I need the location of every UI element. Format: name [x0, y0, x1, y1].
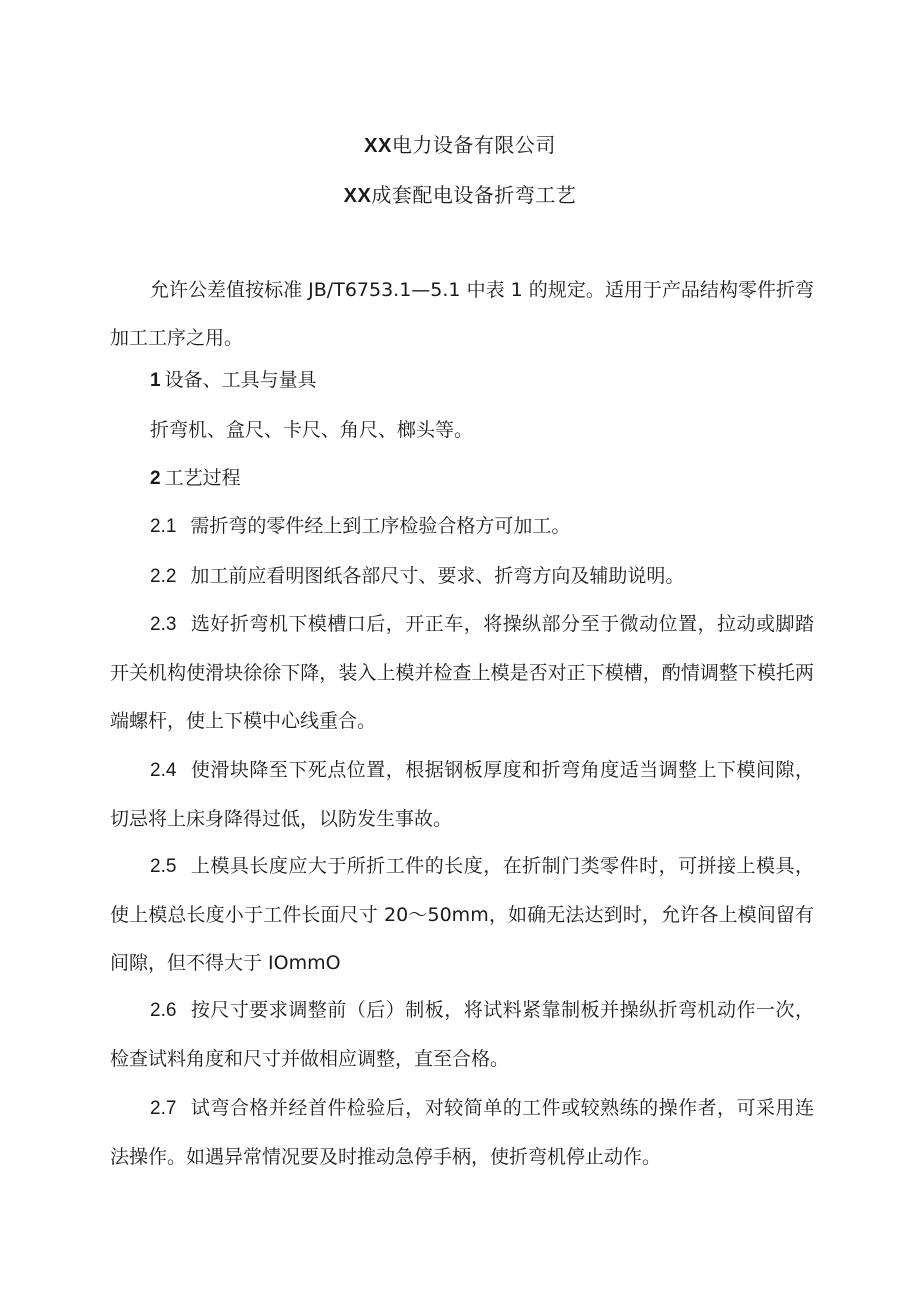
step-2-3	[110, 600, 814, 745]
section-1-title: 设备、工具与量具	[164, 369, 317, 391]
step-number: 2.4	[150, 760, 177, 781]
section-2-title: 工艺过程	[164, 467, 241, 489]
step-text: 使滑块降至下死点位置，根据钢板厚度和折弯角度适当调整上下模间隙，切忌将上床身降得过低，以防发生事故。	[110, 759, 814, 830]
section-1-number: 1	[150, 370, 161, 391]
company-prefix: XX	[364, 135, 392, 157]
section-1-heading	[150, 368, 317, 393]
step-number: 2.6	[150, 1000, 177, 1021]
document-title	[0, 183, 920, 208]
section-2-heading	[150, 466, 241, 491]
step-number: 2.5	[150, 856, 177, 877]
step-2-7	[110, 1084, 814, 1181]
company-title	[0, 133, 920, 158]
step-text: 上模具长度应大于所折工件的长度，在折制门类零件时，可拼接上模具，使上模总长度小于工件长面尺寸 20～50mm，如确无法达到时，允许各上模间留有间隙，但不得大于 IOmmO	[110, 855, 814, 974]
step-number: 2.7	[150, 1098, 177, 1119]
step-text: 加工前应看明图纸各部尺寸、要求、折弯方向及辅助说明。	[190, 565, 685, 587]
step-text: 需折弯的零件经上到工序检验合格方可加工。	[190, 515, 571, 537]
step-text: 试弯合格并经首件检验后，对较简单的工件或较熟练的操作者，可采用连法操作。如遇异常情况要及时推动急停手柄，使折弯机停止动作。	[110, 1097, 814, 1168]
step-2-5	[110, 842, 814, 987]
doc-prefix: XX	[343, 185, 372, 207]
step-2-2	[110, 552, 814, 601]
company-name: 电力设备有限公司	[391, 133, 556, 157]
step-text: 选好折弯机下模槽口后，开正车，将操纵部分至于微动位置，拉动或脚踏开关机构使滑块徐徐下降，装入上模并检查上模是否对正下模槽，酌情调整下模托两端螺杆，使上下模中心线重合。	[110, 613, 814, 732]
step-2-4	[110, 746, 814, 843]
step-number: 2.1	[150, 516, 177, 537]
section-1-content: 折弯机、盒尺、卡尺、角尺、榔头等。	[150, 419, 474, 441]
step-2-1	[110, 502, 814, 551]
section-2-number: 2	[150, 468, 161, 489]
step-number: 2.3	[150, 614, 177, 635]
step-text: 按尺寸要求调整前（后）制板，将试料紧靠制板并操纵折弯机动作一次，检查试料角度和尺寸并做相应调整，直至合格。	[110, 999, 814, 1070]
doc-title-text: 成套配电设备折弯工艺	[371, 183, 577, 207]
step-number: 2.2	[150, 566, 177, 587]
step-2-6	[110, 986, 814, 1083]
intro-paragraph: 允许公差值按标准 JB/T6753.1—5.1 中表 1 的规定。适用于产品结构零件折弯加工工序之用。	[110, 279, 814, 349]
